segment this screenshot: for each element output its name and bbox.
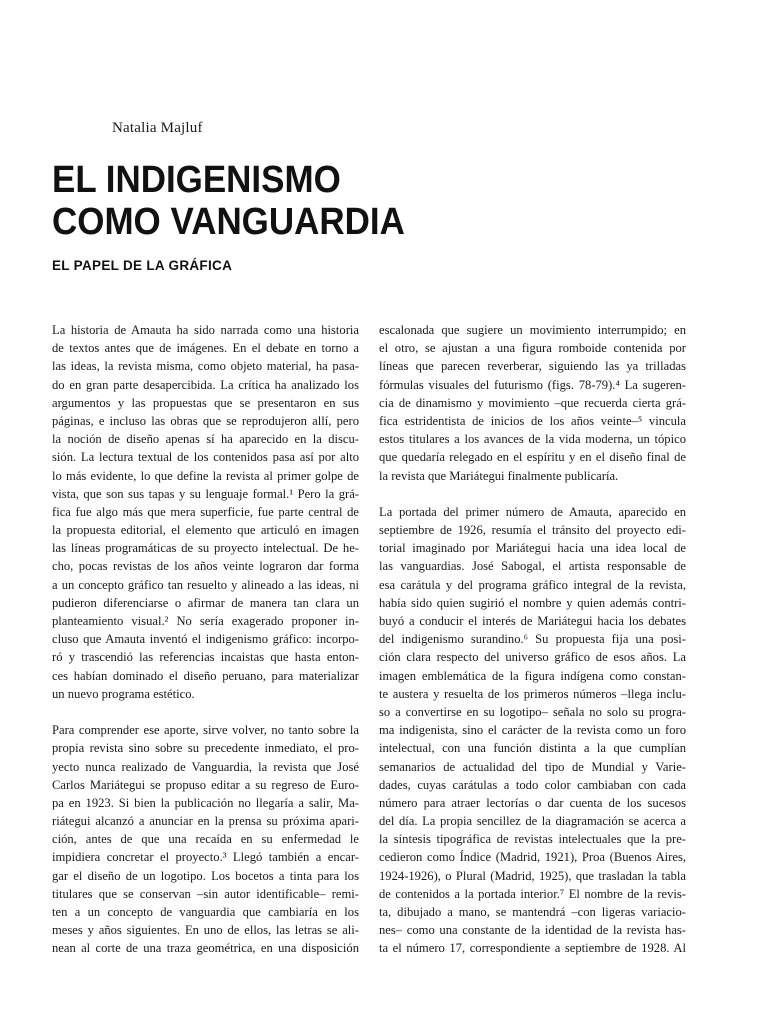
text-line: ta, dibujado a mano, se mantendrá –con ligeras variacio- xyxy=(379,905,686,919)
text-line: impidiera concretar el proyecto.³ Llegó también a encar- xyxy=(52,850,359,865)
text-line: líneas que parecen reverberar, siguiendo las ya trilladas xyxy=(379,359,686,374)
text-line: cedieron como Índice (Madrid, 1921), Proa (Buenos Aires, xyxy=(379,850,686,865)
text-line: del indigenismo surandino.⁶ Su propuesta fija una posi- xyxy=(379,632,686,647)
text-line: de contenidos a la portada interior.⁷ El nombre de la revis- xyxy=(379,886,686,901)
right-text-column xyxy=(379,321,686,958)
text-line: cho, pocas revistas de los años veinte lograron dar forma xyxy=(52,559,359,574)
text-line: estos titulares a los avances de la vida moderna, un tópico xyxy=(379,432,686,447)
text-line: titulares que se conservan –sin autor identificable– remi- xyxy=(52,886,359,901)
paragraph-break xyxy=(52,703,359,721)
article-title xyxy=(52,159,641,243)
text-line: fica estridentista de inicios de los años veinte–⁵ vincula xyxy=(379,413,686,428)
text-line: semanarios de actualidad del tipo de Mundial y Varie- xyxy=(379,759,686,774)
article-subtitle: EL PAPEL DE LA GRÁFICA xyxy=(52,258,233,273)
text-line: Para comprender ese aporte, sirve volver, no tanto sobre la xyxy=(52,723,359,738)
text-line: imagen emblemática de la figura indígena como constan- xyxy=(379,668,686,683)
text-line: esa carátula y del programa gráfico integral de la revista, xyxy=(379,577,686,592)
text-line: La portada del primer número de Amauta, aparecido en xyxy=(379,504,686,519)
text-line: cluso que Amauta inventó el indigenismo gráfico: incorpo- xyxy=(52,632,359,647)
text-line: nean al corte de una traza geométrica, en una disposición xyxy=(52,941,359,956)
text-line: riátegui alcanzó a anunciar en la prensa su próxima apari- xyxy=(52,814,359,829)
text-line: ma indigenista, sino el carácter de la revista como un foro xyxy=(379,723,686,738)
text-line: la noción de diseño apenas sí ha aparecido en la discu- xyxy=(52,432,359,447)
text-line: argumentos y las propuestas que se presentaron en sus xyxy=(52,395,359,410)
text-line: a un concepto gráfico tan resuelto y alineado a las ideas, ni xyxy=(52,577,359,592)
text-line: vista, que son sus tapas y su lenguaje formal.¹ Pero la grá- xyxy=(52,486,359,501)
text-line: fórmulas visuales del futurismo (figs. 78-79).⁴ La sugeren- xyxy=(379,377,686,392)
text-line: pudieron diferenciarse o afirmar de manera tan clara un xyxy=(52,595,359,610)
text-line: yecto nunca realizado de Vanguardia, la revista que José xyxy=(52,759,359,774)
text-line: que quedaría relegado en el espíritu y en el diseño final de xyxy=(379,450,686,465)
text-line: las líneas programáticas de su proyecto intelectual. De he- xyxy=(52,541,359,556)
text-line: sión. La lectura textual de los contenidos pasa así por alto xyxy=(52,450,359,465)
text-line: ción clara respecto del universo gráfico de esos años. La xyxy=(379,650,686,665)
text-line: fica fue algo más que mera superficie, fue parte central de xyxy=(52,504,359,519)
text-line: había sido quien sugirió el nombre y quien además contri- xyxy=(379,595,686,610)
text-line: ción, antes de que una recaída en su enfermedad le xyxy=(52,832,359,847)
text-line: las vanguardias. José Sabogal, el artista responsable de xyxy=(379,559,686,574)
text-line: el otro, se ajustan a una figura romboide contenida por xyxy=(379,341,686,356)
text-line: te austera y resuelta de los primeros números –llega inclu- xyxy=(379,686,686,701)
paragraph-break xyxy=(379,485,686,503)
text-line: lo más evidente, lo que define la revista al primer golpe de xyxy=(52,468,359,483)
author-name: Natalia Majluf xyxy=(112,120,203,136)
text-line: del día. La propia sencillez de la diagramación se acerca a xyxy=(379,814,686,829)
text-line: planteamiento visual.² No sería exagerado proponer in- xyxy=(52,614,359,628)
text-line: la propuesta editorial, el elemento que articuló en imagen xyxy=(52,523,359,538)
text-line: buyó a conducir el interés de Mariátegui hacia los debates xyxy=(379,614,686,628)
text-line: gar el diseño de un logotipo. Los bocetos a tinta para los xyxy=(52,868,359,883)
title-line-2: COMO VANGUARDIA xyxy=(52,201,405,243)
text-line: número para atraer lectorías o dar cuenta de los sucesos xyxy=(379,795,686,810)
text-line: dades, cuyas carátulas a todo color cambiaban con cada xyxy=(379,777,686,792)
text-line: La historia de Amauta ha sido narrada como una historia xyxy=(52,323,359,337)
text-line: páginas, e incluso las obras que se reprodujeron allí, pero xyxy=(52,413,359,428)
text-line: ta el número 17, correspondiente a septiembre de 1928. Al xyxy=(379,941,686,956)
text-line: torial imaginado por Mariátegui hacia una idea local de xyxy=(379,541,686,556)
text-line: la síntesis tipográfica de revistas intelectuales que la pre- xyxy=(379,832,686,847)
text-line: Carlos Mariátegui se propuso editar a su regreso de Euro- xyxy=(52,777,359,792)
text-line: meses y años siguientes. En uno de ellos, las letras se ali- xyxy=(52,923,359,938)
left-text-column xyxy=(52,321,359,958)
text-line: 1924-1926), o Plural (Madrid, 1925), que trasladan la tabla xyxy=(379,868,686,883)
text-line: escalonada que sugiere un movimiento interrumpido; en xyxy=(379,323,686,337)
text-line: pa en 1923. Si bien la publicación no llegaría a salir, Ma- xyxy=(52,795,359,810)
text-line: un nuevo programa estético. xyxy=(52,686,195,701)
text-line: intelectual, con una función distinta a la que cumplían xyxy=(379,741,686,756)
text-line: propia revista sino sobre su precedente inmediato, el pro- xyxy=(52,741,359,756)
text-line: ten a un concepto de vanguardia que cambiaría en los xyxy=(52,905,359,919)
text-line: ró y trascendió las referencias incaistas que hasta enton- xyxy=(52,650,359,665)
text-line: nes– como una constante de la identidad de la revista has- xyxy=(379,923,686,938)
text-line: septiembre de 1926, resumía el tránsito del proyecto edi- xyxy=(379,523,686,538)
text-line: de textos antes que de imágenes. En el debate en torno a xyxy=(52,341,359,356)
title-line-1: EL INDIGENISMO xyxy=(52,159,341,201)
text-line: ces habían dominado el diseño peruano, para materializar xyxy=(52,668,359,683)
text-line: las ideas, la revista misma, como objeto material, ha pasa- xyxy=(52,359,359,374)
text-line: do en gran parte desapercibida. La crítica ha analizado los xyxy=(52,377,359,392)
text-line: cia de dinamismo y movimiento –que recuerda cierta grá- xyxy=(379,395,686,410)
text-line: so a convertirse en su logotipo– señala no solo su progra- xyxy=(379,704,686,719)
text-line: la revista que Mariátegui finalmente publicaría. xyxy=(379,468,619,483)
